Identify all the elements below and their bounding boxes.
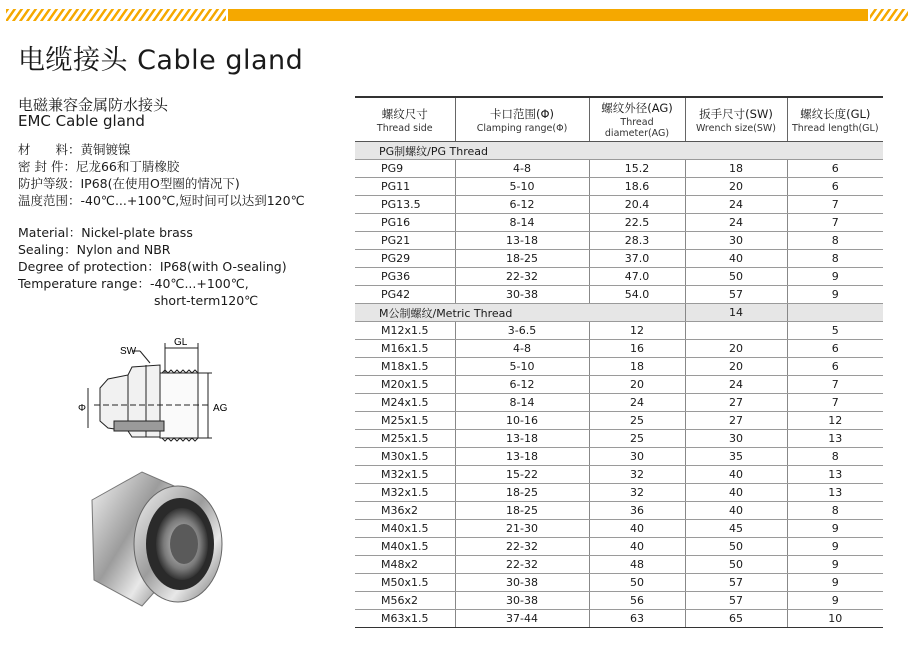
cable-gland-photo [82, 460, 232, 620]
spec-temperature-cn: 温度范围：-40℃...+100℃,短时间可以达到120℃ [18, 193, 305, 208]
table-cell: 6-12 [455, 376, 589, 394]
table-row [355, 178, 883, 196]
table-cell: M32x1.5 [355, 484, 455, 502]
table-cell: 30 [685, 430, 787, 448]
table-row [355, 412, 883, 430]
table-cell: PG11 [355, 178, 455, 196]
table-cell: 9 [787, 520, 883, 538]
table-cell: 13 [787, 466, 883, 484]
table-cell: 65 [685, 610, 787, 628]
table-cell: 6 [787, 178, 883, 196]
table-cell: 4-8 [455, 340, 589, 358]
table-cell: 22-32 [455, 556, 589, 574]
table-cell: 8-14 [455, 214, 589, 232]
table-cell: 18-25 [455, 250, 589, 268]
table-cell: 20 [685, 358, 787, 376]
table-cell: 54.0 [589, 286, 685, 304]
table-row [355, 556, 883, 574]
table-cell: 5 [787, 322, 883, 340]
table-cell: 14 [685, 304, 787, 322]
table-cell: PG36 [355, 268, 455, 286]
table-cell: M18x1.5 [355, 358, 455, 376]
table-cell: 10-16 [455, 412, 589, 430]
table-cell: 36 [589, 502, 685, 520]
table-cell: 50 [685, 268, 787, 286]
table-cell: 18 [685, 160, 787, 178]
table-cell: 30-38 [455, 286, 589, 304]
table-cell: M20x1.5 [355, 376, 455, 394]
table-cell: 18-25 [455, 484, 589, 502]
table-cell: PG29 [355, 250, 455, 268]
header-stripe-bar [0, 8, 914, 22]
header-thread-length: 螺纹长度(GL) Thread length(GL) [787, 97, 883, 142]
table-row [355, 286, 883, 304]
label-phi: Φ [78, 403, 86, 414]
table-cell: 13-18 [455, 448, 589, 466]
table-cell: 8-14 [455, 394, 589, 412]
table-cell: PG13.5 [355, 196, 455, 214]
table-cell: M63x1.5 [355, 610, 455, 628]
table-cell: PG16 [355, 214, 455, 232]
spec-material-en: Material：Nickel-plate brass [18, 225, 193, 240]
table-cell: 5-10 [455, 178, 589, 196]
table-row [355, 250, 883, 268]
table-cell: 6-12 [455, 196, 589, 214]
cable-gland-drawing [70, 333, 240, 453]
table-cell: 27 [685, 394, 787, 412]
table-cell: 20.4 [589, 196, 685, 214]
table-cell [787, 304, 883, 322]
table-cell: M12x1.5 [355, 322, 455, 340]
table-cell: 9 [787, 538, 883, 556]
table-cell: M24x1.5 [355, 394, 455, 412]
table-row [355, 502, 883, 520]
table-header-row [355, 97, 883, 142]
table-cell: 22.5 [589, 214, 685, 232]
table-cell: 8 [787, 250, 883, 268]
spec-temperature-en-cont: short-term120℃ [154, 293, 259, 308]
table-row [355, 376, 883, 394]
table-cell: 24 [685, 214, 787, 232]
table-cell: 57 [685, 574, 787, 592]
table-cell: 4-8 [455, 160, 589, 178]
table-cell: M36x2 [355, 502, 455, 520]
table-cell: 5-10 [455, 358, 589, 376]
table-cell: 13-18 [455, 430, 589, 448]
specs-chinese [18, 141, 305, 209]
page-title: 电缆接头 Cable gland [18, 45, 304, 76]
table-row [355, 358, 883, 376]
section-label: M公制螺纹/Metric Thread [355, 304, 685, 322]
table-cell: 18-25 [455, 502, 589, 520]
table-cell: PG21 [355, 232, 455, 250]
table-cell: M30x1.5 [355, 448, 455, 466]
table-cell: M25x1.5 [355, 412, 455, 430]
table-cell: 57 [685, 592, 787, 610]
table-cell: 35 [685, 448, 787, 466]
table-cell: 40 [685, 250, 787, 268]
table-cell: 37.0 [589, 250, 685, 268]
label-ag: AG [213, 403, 228, 414]
table-cell: 24 [685, 196, 787, 214]
table-cell: 7 [787, 394, 883, 412]
table-cell: 22-32 [455, 268, 589, 286]
table-row [355, 448, 883, 466]
table-row [355, 430, 883, 448]
table-cell: 12 [787, 412, 883, 430]
table-cell: 25 [589, 430, 685, 448]
table-cell: M40x1.5 [355, 520, 455, 538]
table-cell: 50 [589, 574, 685, 592]
label-sw: SW [120, 346, 137, 357]
table-cell: M56x2 [355, 592, 455, 610]
table-cell: 9 [787, 574, 883, 592]
table-cell: 56 [589, 592, 685, 610]
table-cell: 32 [589, 466, 685, 484]
table-cell: M50x1.5 [355, 574, 455, 592]
table-cell: 20 [685, 340, 787, 358]
table-cell: 40 [589, 538, 685, 556]
table-row [355, 466, 883, 484]
spec-temperature-en: Temperature range：-40℃...+100℃, [18, 276, 249, 291]
table-cell: 3-6.5 [455, 322, 589, 340]
table-cell: 8 [787, 448, 883, 466]
table-cell: 48 [589, 556, 685, 574]
table-cell: 27 [685, 412, 787, 430]
table-row [355, 394, 883, 412]
table-cell: 63 [589, 610, 685, 628]
table-cell: PG9 [355, 160, 455, 178]
spec-sealing-en: Sealing：Nylon and NBR [18, 242, 171, 257]
table-cell: 24 [589, 394, 685, 412]
table-cell: 12 [589, 322, 685, 340]
cable-gland-spec-table [355, 96, 883, 628]
section-pg-thread: PG制螺纹/PG Thread [355, 142, 883, 160]
table-cell: 50 [685, 556, 787, 574]
table-cell: M48x2 [355, 556, 455, 574]
table-cell: 37-44 [455, 610, 589, 628]
table-cell: PG42 [355, 286, 455, 304]
table-row [355, 196, 883, 214]
table-cell: 18.6 [589, 178, 685, 196]
table-cell [685, 322, 787, 340]
table-row [355, 268, 883, 286]
table-cell: 22-32 [455, 538, 589, 556]
table-cell: 40 [589, 520, 685, 538]
table-cell: M32x1.5 [355, 466, 455, 484]
table-row [355, 574, 883, 592]
table-cell: 13 [787, 484, 883, 502]
table-row [355, 232, 883, 250]
table-row [355, 520, 883, 538]
table-row [355, 160, 883, 178]
header-wrench-size: 扳手尺寸(SW) Wrench size(SW) [685, 97, 787, 142]
table-cell: 20 [589, 376, 685, 394]
table-row [355, 340, 883, 358]
table-cell: 57 [685, 286, 787, 304]
table-cell: 6 [787, 160, 883, 178]
table-cell: 18 [589, 358, 685, 376]
table-cell: M25x1.5 [355, 430, 455, 448]
table-cell: 9 [787, 592, 883, 610]
table-cell: 40 [685, 466, 787, 484]
table-cell: M40x1.5 [355, 538, 455, 556]
table-cell: 7 [787, 196, 883, 214]
spec-protection-cn: 防护等级：IP68(在使用O型圈的情况下) [18, 176, 240, 191]
header-clamping-range: 卡口范围(Φ) Clamping range(Φ) [455, 97, 589, 142]
table-cell: 47.0 [589, 268, 685, 286]
table-cell: 25 [589, 412, 685, 430]
subtitle-chinese: 电磁兼容金属防水接头 [18, 96, 169, 114]
table-cell: 13 [787, 430, 883, 448]
table-cell: 6 [787, 340, 883, 358]
table-row [355, 610, 883, 628]
table-row [355, 592, 883, 610]
table-cell: 30 [589, 448, 685, 466]
table-row [355, 214, 883, 232]
table-cell: 16 [589, 340, 685, 358]
table-cell: 40 [685, 484, 787, 502]
table-cell: 15.2 [589, 160, 685, 178]
header-thread-side: 螺纹尺寸 Thread side [355, 97, 455, 142]
table-cell: 9 [787, 286, 883, 304]
table-row [355, 484, 883, 502]
header-thread-diameter: 螺纹外径(AG) Thread diameter(AG) [589, 97, 685, 142]
table-cell: M16x1.5 [355, 340, 455, 358]
table-cell: 21-30 [455, 520, 589, 538]
table-cell: 9 [787, 556, 883, 574]
table-cell: 10 [787, 610, 883, 628]
table-cell: 13-18 [455, 232, 589, 250]
table-cell: 6 [787, 358, 883, 376]
table-row [355, 322, 883, 340]
spec-protection-en: Degree of protection：IP68(with O-sealing) [18, 259, 287, 274]
spec-material-cn: 材 料：黄铜镀镍 [18, 142, 131, 157]
section-metric-thread [355, 304, 883, 322]
table-cell: 50 [685, 538, 787, 556]
table-cell: 7 [787, 376, 883, 394]
table-cell: 30-38 [455, 574, 589, 592]
table-cell: 28.3 [589, 232, 685, 250]
subtitle-english: EMC Cable gland [18, 112, 145, 130]
table-cell: 8 [787, 502, 883, 520]
table-cell: 7 [787, 214, 883, 232]
table-cell: 24 [685, 376, 787, 394]
table-cell: 9 [787, 268, 883, 286]
table-cell: 8 [787, 232, 883, 250]
table-cell: 40 [685, 502, 787, 520]
table-cell: 15-22 [455, 466, 589, 484]
table-cell: 20 [685, 178, 787, 196]
spec-sealing-cn: 密 封 件：尼龙66和丁腈橡胶 [18, 159, 180, 174]
table-row [355, 538, 883, 556]
label-gl: GL [174, 337, 188, 348]
table-cell: 30 [685, 232, 787, 250]
table-cell: 30-38 [455, 592, 589, 610]
specs-english [18, 224, 287, 309]
table-cell: 32 [589, 484, 685, 502]
table-cell: 45 [685, 520, 787, 538]
